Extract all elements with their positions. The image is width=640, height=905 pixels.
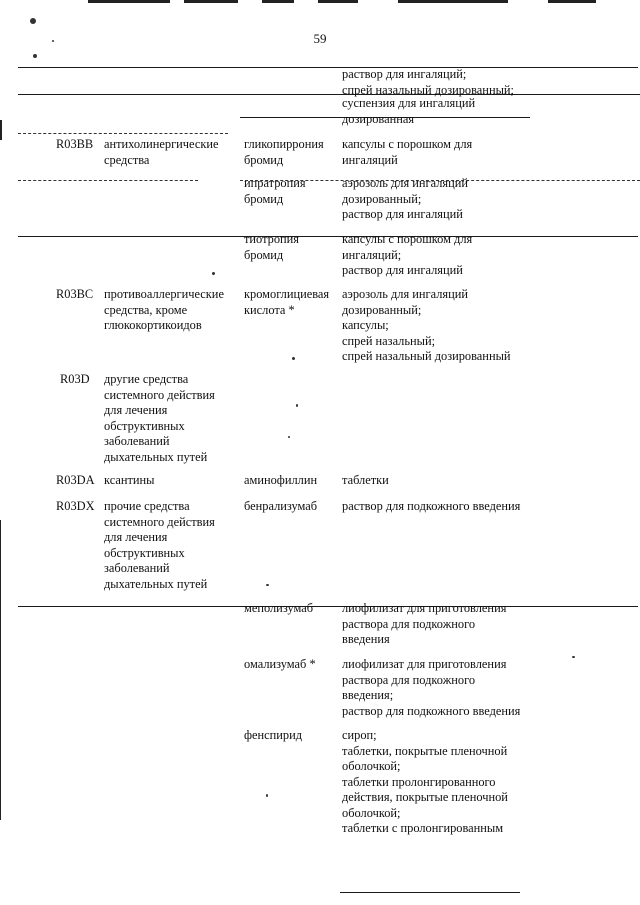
scan-speck	[292, 357, 295, 360]
atc-group-cell: противоаллергические средства, кроме глюкокортикоидов	[104, 287, 224, 332]
substance-cell: тиотропия бромид	[244, 232, 299, 262]
dosage-forms-cell: сироп; таблетки, покрытые пленочной оболочкой; таблетки пролонгированного действия, покрытые пленочной оболочкой; таблетки с пролонгированным	[342, 728, 508, 835]
substance-cell: кромоглициевая кислота *	[244, 287, 330, 317]
page-number: 59	[313, 31, 327, 46]
substance-cell: фенспирид	[244, 728, 303, 742]
scan-edge-mark	[184, 0, 238, 3]
dosage-forms-cell: капсулы с порошком для ингаляций; раствор для ингаляций	[342, 232, 473, 277]
substance-cell: ипратропия бромид	[244, 176, 306, 206]
dosage-forms-cell: раствор для подкожного введения	[342, 499, 521, 513]
atc-group-cell: ксантины	[104, 473, 155, 487]
table-rule	[18, 67, 638, 68]
atc-code-cell: R03D	[60, 372, 90, 386]
table-rule	[18, 606, 638, 607]
substance-cell: бенрализумаб	[244, 499, 318, 513]
substance-cell: омализумаб *	[244, 657, 316, 671]
dosage-forms-cell: суспензия для ингаляций дозированная	[342, 96, 476, 126]
table-rule	[18, 236, 638, 237]
dosage-forms-cell: аэрозоль для ингаляций дозированный; капсулы; спрей назальный; спрей назальный дозированный	[342, 287, 511, 363]
scan-speck	[572, 656, 575, 658]
atc-group-cell: прочие средства системного действия для лечения обструктивных заболеваний дыхательных путей	[104, 499, 215, 591]
atc-code-cell: R03BC	[56, 287, 94, 301]
scan-edge-mark	[262, 0, 294, 3]
atc-group-cell: антихолинергические средства	[104, 137, 219, 167]
atc-code-cell: R03DX	[56, 499, 95, 513]
scan-speck	[288, 436, 290, 438]
scan-edge-mark	[548, 0, 596, 3]
scan-edge-mark	[88, 0, 170, 3]
scan-speck	[266, 584, 269, 586]
table-rule	[18, 94, 640, 95]
substance-cell: гликопиррония бромид	[244, 137, 324, 167]
scan-edge-mark	[398, 0, 508, 3]
substance-cell: меполизумаб	[244, 601, 314, 615]
dosage-forms-cell: таблетки	[342, 473, 389, 487]
scan-speck	[296, 404, 298, 407]
dosage-forms-cell: аэрозоль для ингаляций дозированный; раствор для ингаляций	[342, 176, 469, 221]
dosage-forms-cell: лиофилизат для приготовления раствора для подкожного введения	[342, 601, 507, 646]
substance-cell: аминофиллин	[244, 473, 318, 487]
scan-speck	[30, 18, 36, 24]
atc-code-cell: R03BB	[56, 137, 94, 151]
atc-code-cell: R03DA	[56, 473, 95, 487]
scan-speck	[33, 54, 37, 58]
dosage-forms-cell: капсулы с порошком для ингаляций	[342, 137, 473, 167]
dosage-forms-cell: лиофилизат для приготовления раствора для подкожного введения; раствор для подкожного введения	[342, 657, 521, 718]
atc-group-cell: другие средства системного действия для лечения обструктивных заболеваний дыхательных путей	[104, 372, 215, 464]
scan-speck	[212, 272, 215, 275]
scan-edge-mark	[0, 520, 1, 820]
scan-edge-mark	[318, 0, 358, 3]
table-rule	[18, 133, 228, 134]
table-rule	[18, 180, 198, 181]
table-rule	[340, 892, 520, 893]
dosage-forms-cell: раствор для ингаляций; спрей назальный дозированный;	[342, 67, 514, 97]
scan-speck	[266, 794, 268, 797]
scan-edge-mark	[0, 120, 2, 140]
